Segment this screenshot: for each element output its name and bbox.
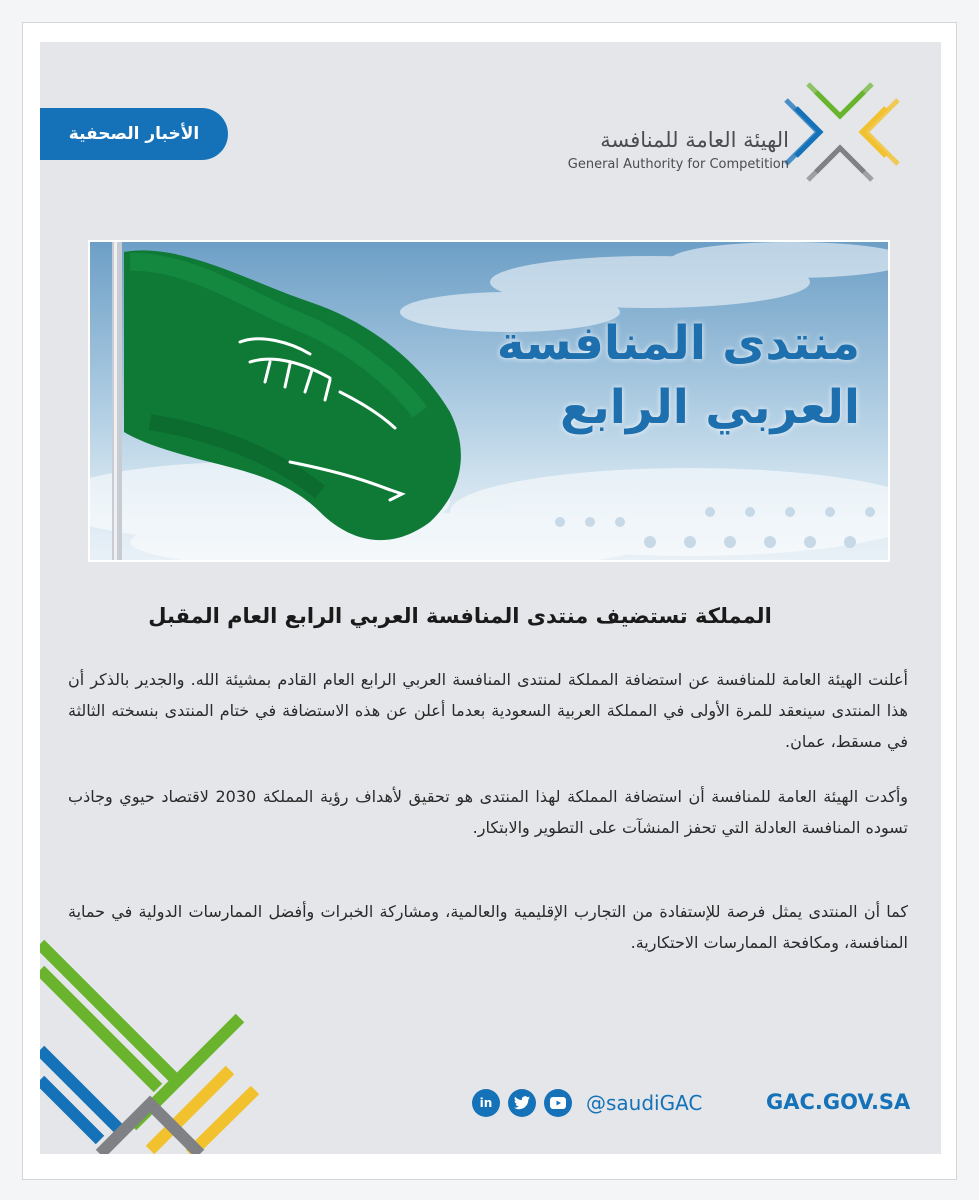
- forum-banner: [88, 240, 890, 562]
- banner-title-line2: العربي الرابع: [560, 380, 860, 435]
- article-paragraph: وأكدت الهيئة العامة للمنافسة أن استضافة المملكة لهذا المنتدى هو تحقيق لأهداف رؤية المملكة 2030 لاقتصاد حيوي وجاذب تسوده المنافسة العادلة التي تحفز المنشآت على التطوير والابتكار.: [68, 787, 909, 837]
- linkedin-icon[interactable]: in: [472, 1089, 500, 1117]
- youtube-icon[interactable]: [544, 1089, 572, 1117]
- org-name-english: General Authority for Competition: [567, 157, 789, 172]
- twitter-icon[interactable]: [508, 1089, 536, 1117]
- press-news-badge: الأخبار الصحفية: [40, 108, 228, 160]
- article-paragraph: كما أن المنتدى يمثل فرصة للإستفادة من التجارب الإقليمية والعالمية، ومشاركة الخبرات وأفضل الممارسات الدولية في حماية المنافسة، ومكافحة الممارسات الاحتكارية.: [68, 902, 908, 952]
- twitter-bird-icon: [514, 1096, 530, 1110]
- social-handle[interactable]: @saudiGAC: [586, 1091, 703, 1115]
- brand-corner-pattern-icon: [40, 930, 265, 1154]
- social-links: [472, 1088, 702, 1118]
- youtube-play-icon: [550, 1097, 566, 1109]
- article-headline: المملكة تستضيف منتدى المنافسة العربي الرابع العام المقبل: [148, 604, 772, 628]
- banner-title: [440, 312, 860, 440]
- org-name-arabic: الهيئة العامة للمنافسة: [600, 128, 789, 152]
- banner-title-line1: منتدى المنافسة: [496, 316, 860, 371]
- gac-logo-icon: [778, 80, 908, 184]
- website-link[interactable]: GAC.GOV.SA: [766, 1090, 911, 1114]
- article-paragraph: أعلنت الهيئة العامة للمنافسة عن استضافة المملكة لمنتدى المنافسة العربي الرابع العام القادم بمشيئة الله. والجدير بالذكر أن هذا المنتدى سينعقد للمرة الأولى في المملكة العربية السعودية بعدما أعلن عن هذه الاستضافة في ختام المنتدى بنسخته الثالثة في مسقط، عمان.: [68, 670, 908, 751]
